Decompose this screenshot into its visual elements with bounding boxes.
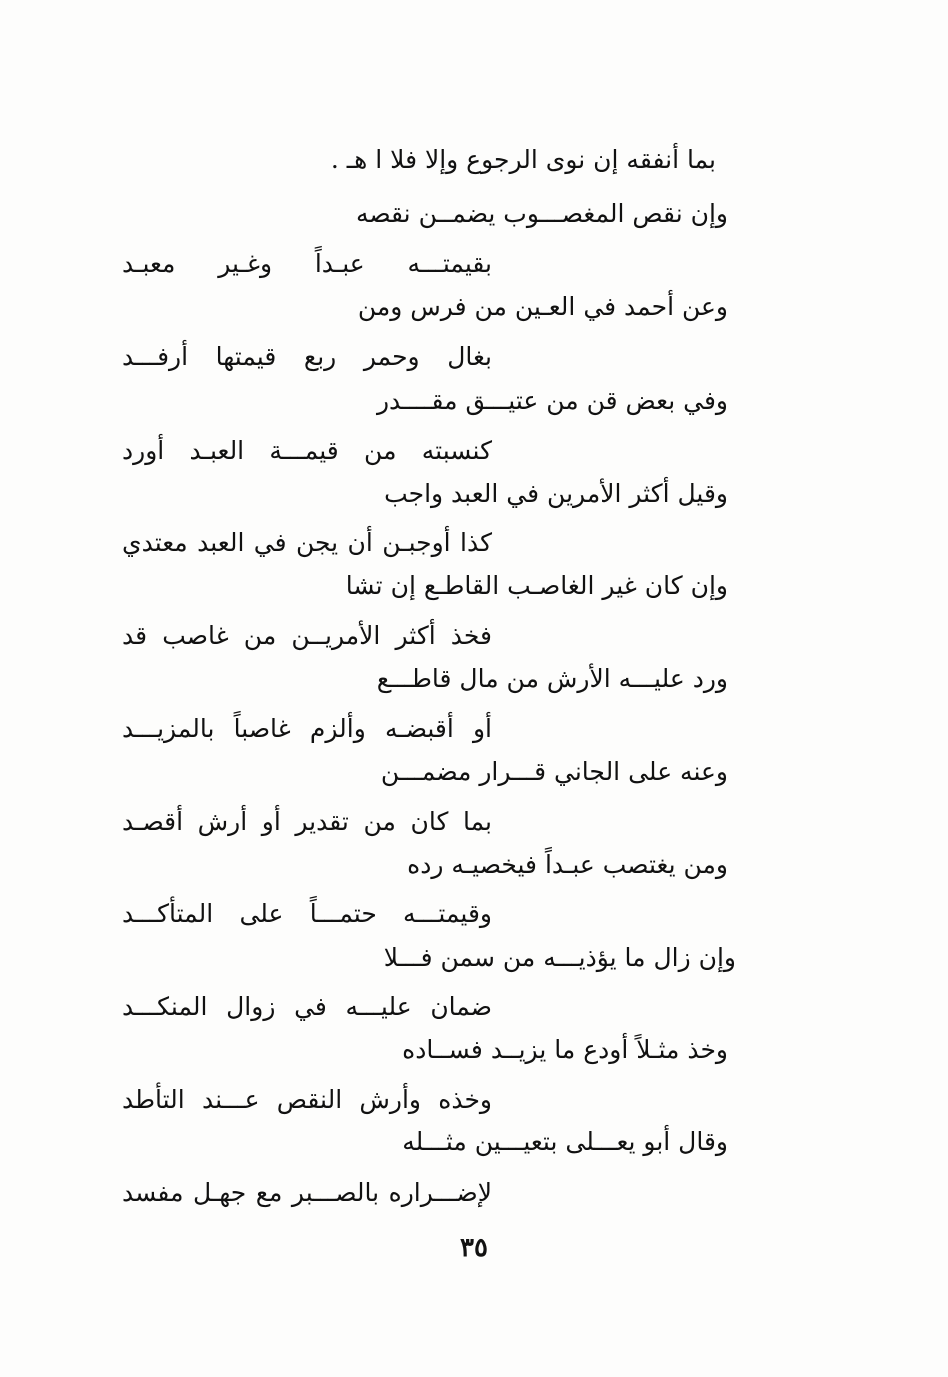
verse-8-second-hemistich: وقيمتـــه حتمـــاً على المتأكـــد	[122, 899, 492, 928]
verse-10-first-hemistich: وخذ مثـلاً أودع ما يزيــد فســاده	[402, 1035, 728, 1064]
prose-line: بما أنفقه إن نوى الرجوع وإلا فلا ا هـ .	[330, 145, 716, 174]
verse-7-second-hemistich: بما كان من تقدير أو أرش أقصـد	[122, 807, 492, 836]
verse-9-second-hemistich: ضمان عليـــه في زوال المنكـــد	[122, 992, 492, 1021]
verse-1-first-hemistich: وإن نقص المغصـــوب يضمــن نقصه	[355, 199, 728, 228]
verse-2-first-hemistich: وعن أحمد في العـين من فرس ومن	[357, 292, 728, 321]
verse-5-second-hemistich: فخذ أكثر الأمريــن من غاصب قد	[122, 621, 492, 650]
page-number: ٣٥	[460, 1233, 488, 1263]
verse-6-first-hemistich: ورد عليـــه الأرش من مال قاطـــع	[376, 664, 728, 693]
verse-2-second-hemistich: بغال وحمر ربع قيمتها أرفـــد	[122, 342, 492, 371]
verse-1-second-hemistich: بقيمتـــه عبـداً وغـير معبـد	[122, 249, 492, 278]
verse-8-first-hemistich: ومن يغتصب عبـداً فيخصيـه رده	[407, 850, 728, 879]
verse-10-second-hemistich: وخذه وأرش النقص عـــند التأطد	[122, 1085, 492, 1114]
verse-9-first-hemistich: وإن زال ما يؤذيـــه من سمن فـــلا	[383, 943, 736, 972]
verse-4-second-hemistich: كذا أوجبـن أن يجن في العبد معتدي	[122, 528, 492, 557]
verse-7-first-hemistich: وعنه على الجاني قـــرار مضمـــن	[380, 757, 728, 786]
verse-4-first-hemistich: وقيل أكثر الأمرين في العبد واجب	[384, 479, 728, 508]
verse-3-first-hemistich: وفي بعض قن من عتيـــق مقــــدر	[376, 386, 728, 415]
verse-6-second-hemistich: أو أقبضـه وألزم غاصباً بالمزيـــد	[122, 714, 492, 743]
verse-3-second-hemistich: كنسبته من قيمـــة العبـد أورد	[122, 436, 492, 465]
verse-11-first-hemistich: وقال أبو يعـــلى بتعيـــين مثـــله	[402, 1127, 728, 1156]
verse-5-first-hemistich: وإن كان غير الغاصـب القاطـع إن تشا	[345, 571, 728, 600]
verse-11-second-hemistich: لإضـــراره بالصـــبر مع جهـل مفسد	[122, 1178, 492, 1207]
